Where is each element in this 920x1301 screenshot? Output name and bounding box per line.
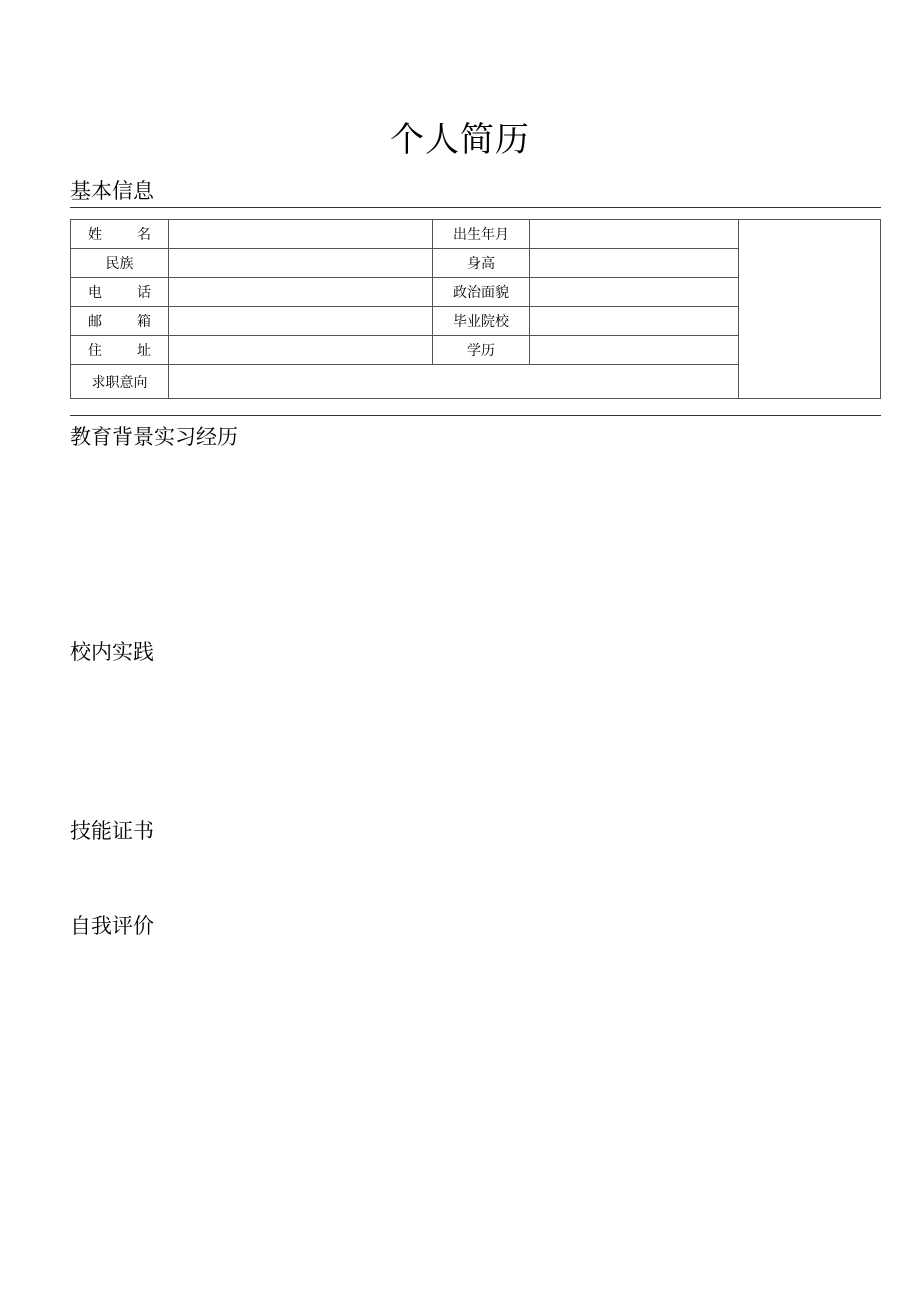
section-heading-campus: 校内实践 <box>70 640 154 664</box>
value-email[interactable] <box>169 307 433 336</box>
label-ethnicity: 民族 <box>71 249 169 278</box>
value-address[interactable] <box>169 336 433 365</box>
label-email: 邮 箱 <box>71 307 169 336</box>
label-degree: 学历 <box>433 336 530 365</box>
label-political: 政治面貌 <box>433 278 530 307</box>
label-job-intent: 求职意向 <box>71 365 169 399</box>
label-birth: 出生年月 <box>433 220 530 249</box>
label-phone: 电 话 <box>71 278 169 307</box>
section-heading-self-eval: 自我评价 <box>70 914 154 938</box>
section-heading-skills: 技能证书 <box>70 819 154 843</box>
label-name: 姓 名 <box>71 220 169 249</box>
photo-box[interactable] <box>739 220 881 399</box>
section-heading-education: 教育背景实习经历 <box>70 425 238 449</box>
page-title: 个人简历 <box>390 120 530 160</box>
value-political[interactable] <box>530 278 739 307</box>
value-degree[interactable] <box>530 336 739 365</box>
section-heading-basic-info: 基本信息 <box>70 179 154 203</box>
value-name[interactable] <box>169 220 433 249</box>
basic-info-table <box>70 219 881 399</box>
value-ethnicity[interactable] <box>169 249 433 278</box>
value-height[interactable] <box>530 249 739 278</box>
section-divider <box>70 207 881 208</box>
label-school: 毕业院校 <box>433 307 530 336</box>
table-row <box>71 220 881 249</box>
value-birth[interactable] <box>530 220 739 249</box>
section-divider <box>70 415 881 416</box>
label-address: 住 址 <box>71 336 169 365</box>
label-height: 身高 <box>433 249 530 278</box>
value-school[interactable] <box>530 307 739 336</box>
value-job-intent[interactable] <box>169 365 739 399</box>
value-phone[interactable] <box>169 278 433 307</box>
